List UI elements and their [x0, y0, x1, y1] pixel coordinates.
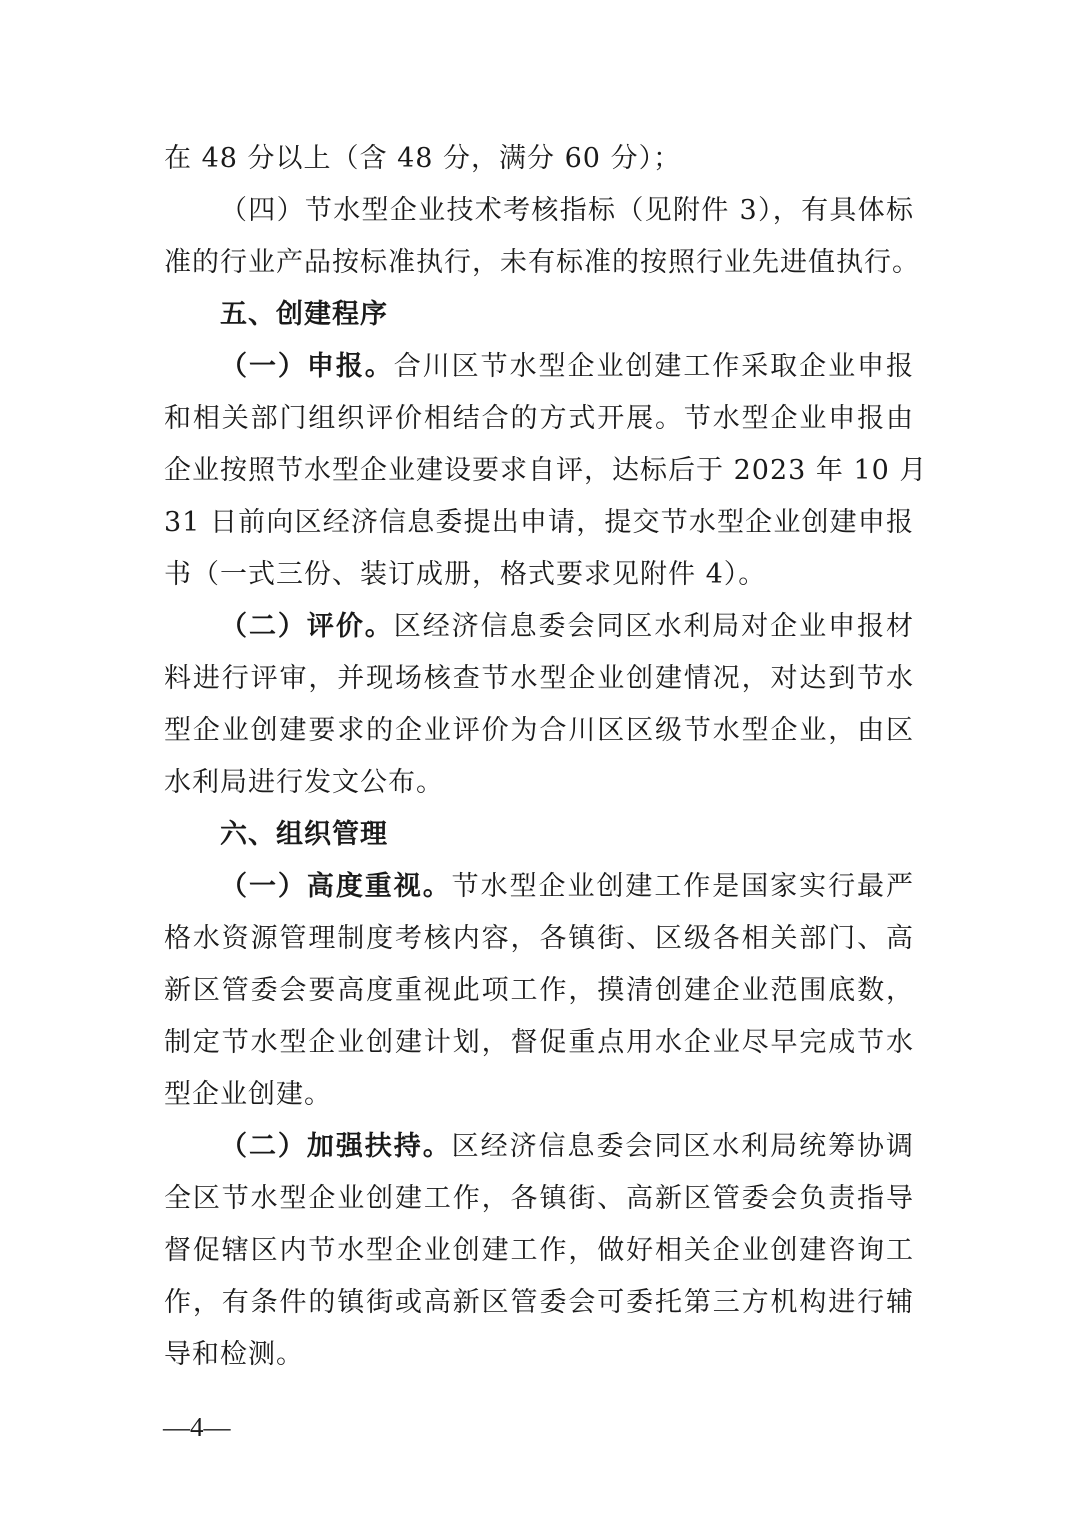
text-line: 制定节水型企业创建计划，督促重点用水企业尽早完成节水 [164, 1027, 914, 1058]
document-body [164, 133, 928, 1381]
text-line: 导和检测。 [164, 1339, 304, 1370]
text-line: 型企业创建要求的企业评价为合川区区级节水型企业，由区 [164, 715, 914, 746]
text-line: 作，有条件的镇街或高新区管委会可委托第三方机构进行辅 [164, 1287, 914, 1318]
text-line: 准的行业产品按标准执行，未有标准的按照行业先进值执行。 [164, 247, 920, 278]
text-line [164, 341, 914, 393]
text-line: 和相关部门组织评价相结合的方式开展。节水型企业申报由 [164, 403, 914, 434]
subsection-label: （二）评价。 [220, 611, 394, 642]
text-span: 区经济信息委会同区水利局对企业申报材 [393, 611, 915, 642]
text-line [164, 601, 914, 653]
subsection-label: （二）加强扶持。 [220, 1131, 452, 1162]
text-span: 合川区节水型企业创建工作采取企业申报 [393, 351, 915, 382]
text-line: 全区节水型企业创建工作，各镇街、高新区管委会负责指导 [164, 1183, 914, 1214]
subsection-label: （一）申报。 [220, 351, 394, 382]
text-span: 节水型企业创建工作是国家实行最严 [451, 871, 915, 902]
text-line: 料进行评审，并现场核查节水型企业创建情况，对达到节水 [164, 663, 914, 694]
text-line: 新区管委会要高度重视此项工作，摸清创建企业范围底数， [164, 975, 914, 1006]
page-number: —4— [163, 1412, 231, 1442]
text-line: 水利局进行发文公布。 [164, 767, 444, 798]
text-line [164, 1121, 914, 1173]
text-line: 督促辖区内节水型企业创建工作，做好相关企业创建咨询工 [164, 1235, 914, 1266]
section-heading-6: 六、组织管理 [220, 819, 388, 850]
text-line: 31 日前向区经济信息委提出申请，提交节水型企业创建申报 [164, 507, 914, 538]
text-line: 在 48 分以上（含 48 分，满分 60 分）； [164, 143, 682, 174]
section-heading-5: 五、创建程序 [220, 299, 388, 330]
text-line: 企业按照节水型企业建设要求自评，达标后于 2023 年 10 月 [164, 455, 928, 486]
text-line [164, 861, 914, 913]
text-line: （四）节水型企业技术考核指标（见附件 3），有具体标 [220, 195, 914, 226]
text-line: 书（一式三份、装订成册，格式要求见附件 4）。 [164, 559, 767, 590]
text-span: 区经济信息委会同区水利局统筹协调 [451, 1131, 915, 1162]
text-line: 型企业创建。 [164, 1079, 332, 1110]
subsection-label: （一）高度重视。 [220, 871, 452, 902]
text-line: 格水资源管理制度考核内容，各镇街、区级各相关部门、高 [164, 923, 914, 954]
